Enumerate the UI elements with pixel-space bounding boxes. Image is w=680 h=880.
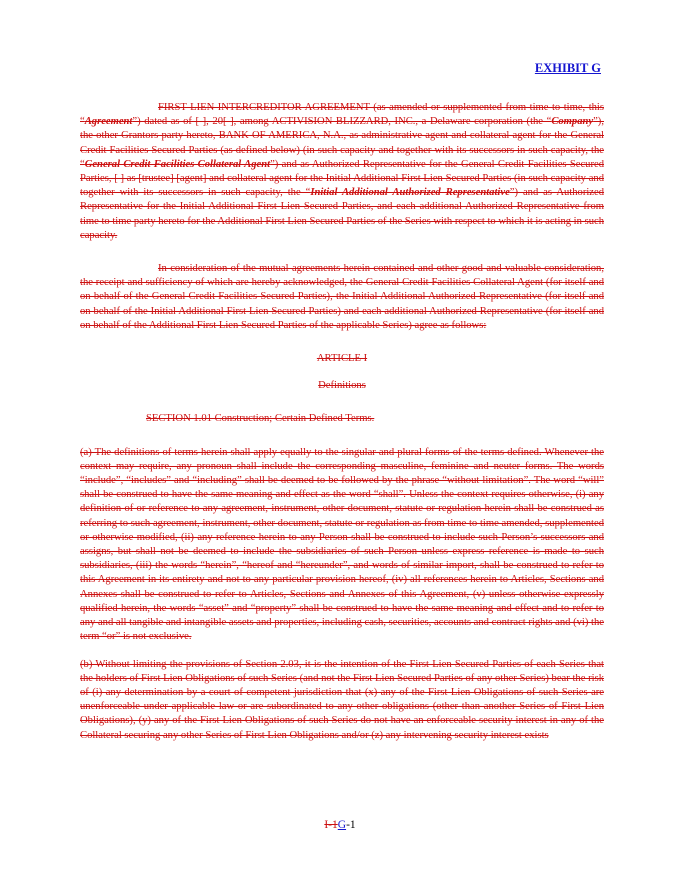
- intro-text-2: ”) dated as of [ ], 20[ ], among ACTIVISION BLIZZARD, INC., a Delaware corporation (the “: [132, 116, 552, 128]
- paragraph-b: (b) Without limiting the provisions of Section 2.03, it is the intention of the First Lien Secured Parties of each Series that the holders of First Lien Obligations of such Series (and not the First Lien Secured Parties of any other Series) bear the risk of (i) any determination by a court of competent jurisdiction that (x) any of the First Lien Obligations of such Series are unenforceable under applicable law or are subordinated to any other obligations (other than another Series of First Lien Obligations), (y) any of the First Lien Obligations of such Series do not have an enforceable security interest in any of the Collateral securing any other Series of First Lien Obligations and/or (z) any intervening security interest exists: [80, 658, 604, 741]
- intro-text-5: ”) and as Authorized Representative for the Initial Additional First Lien Secured Parties, and each additional Authorized Representative from time to time party hereto for the Additional First Lien Secured Parties of the Series with respect to which it is acting in such capacity.: [80, 187, 605, 241]
- exhibit-label: EXHIBIT G: [534, 61, 601, 75]
- document-body: [80, 101, 604, 743]
- defined-term-agreement: Agreement: [84, 116, 133, 128]
- defined-term-gcf-collateral-agent: General Credit Facilities Collateral Agent: [84, 158, 271, 170]
- inserted-page-letter: G: [337, 819, 347, 831]
- intro-text-3: ”), the other Grantors party hereto, BANK OF AMERICA, N.A., as administrative agent and collateral agent for the General Credit Facilities Secured Parties (as defined below) (in such capacity and together with its successors in such capacity, the “: [80, 116, 604, 170]
- section-heading: SECTION 1.01 Construction; Certain Defined Terms.: [146, 413, 375, 425]
- intro-text-1: FIRST LIEN INTERCREDITOR AGREEMENT (as amended or supplemented from time to time, this “: [80, 102, 604, 128]
- intro-paragraph: [80, 101, 604, 243]
- deleted-page-number: I-1: [324, 819, 338, 831]
- paragraph-a: (a) The definitions of terms herein shall apply equally to the singular and plural forms of the terms defined. Whenever the context may require, any pronoun shall include the corresponding masculine, feminine and neuter forms. The words “include”, “includes” and “including” shall be deemed to be followed by the phrase “without limitation”. The word “will” shall be construed to have the same meaning and effect as the word “shall”. Unless the context requires otherwise, (i) any definition of or reference to any agreement, instrument, other document, statute or regulation herein shall be construed as referring to such agreement, instrument, other document, statute or regulation as from time to time amended, supplemented or otherwise modified, (ii) any reference herein to any Person shall be construed to include such Person’s successors and assigns, but shall not be deemed to include the subsidiaries of such Person unless express reference is made to such subsidiaries, (iii) the words “herein”, “hereof and “hereunder”, and words of similar import, shall be construed to refer to this Agreement in its entirety and not to any particular provision hereof, (iv) all references herein to Articles, Sections and Annexes shall be construed to refer to Articles, Sections and Annexes of this Agreement, (v) unless otherwise expressly qualified herein, the words “asset” and “property” shall be construed to have the same meaning and effect and to refer to any and all tangible and intangible assets and properties, including cash, securities, accounts and contract rights and (vi) the term “or” is not exclusive.: [80, 446, 604, 643]
- intro-text-4: ”) and as Authorized Representative for the General Credit Facilities Secured Parties, [ ] as [trustee] [agent] and collateral agent for the Initial Additional First Lien Secured Parties (in such capacity and together with its successors in such capacity, the “: [80, 158, 604, 199]
- page-number-suffix: -1: [346, 819, 356, 831]
- defined-term-initial-additional-authorized-representative: Initial Additional Authorized Representative: [310, 187, 510, 199]
- article-title: Definitions: [318, 380, 366, 392]
- defined-term-company: Company: [551, 116, 594, 128]
- page-number: [0, 819, 680, 831]
- consideration-paragraph: In consideration of the mutual agreements herein contained and other good and valuable consideration, the receipt and sufficiency of which are hereby acknowledged, the General Credit Facilities Collateral Agent (for itself and on behalf of the General Credit Facilities Secured Parties), the Initial Additional Authorized Representative (for itself and on behalf of the Initial Additional First Lien Secured Parties) and each additional Authorized Representative (for itself and on behalf of the Additional First Lien Secured Parties of the applicable Series) agree as follows:: [80, 263, 604, 331]
- article-number: ARTICLE I: [316, 353, 368, 365]
